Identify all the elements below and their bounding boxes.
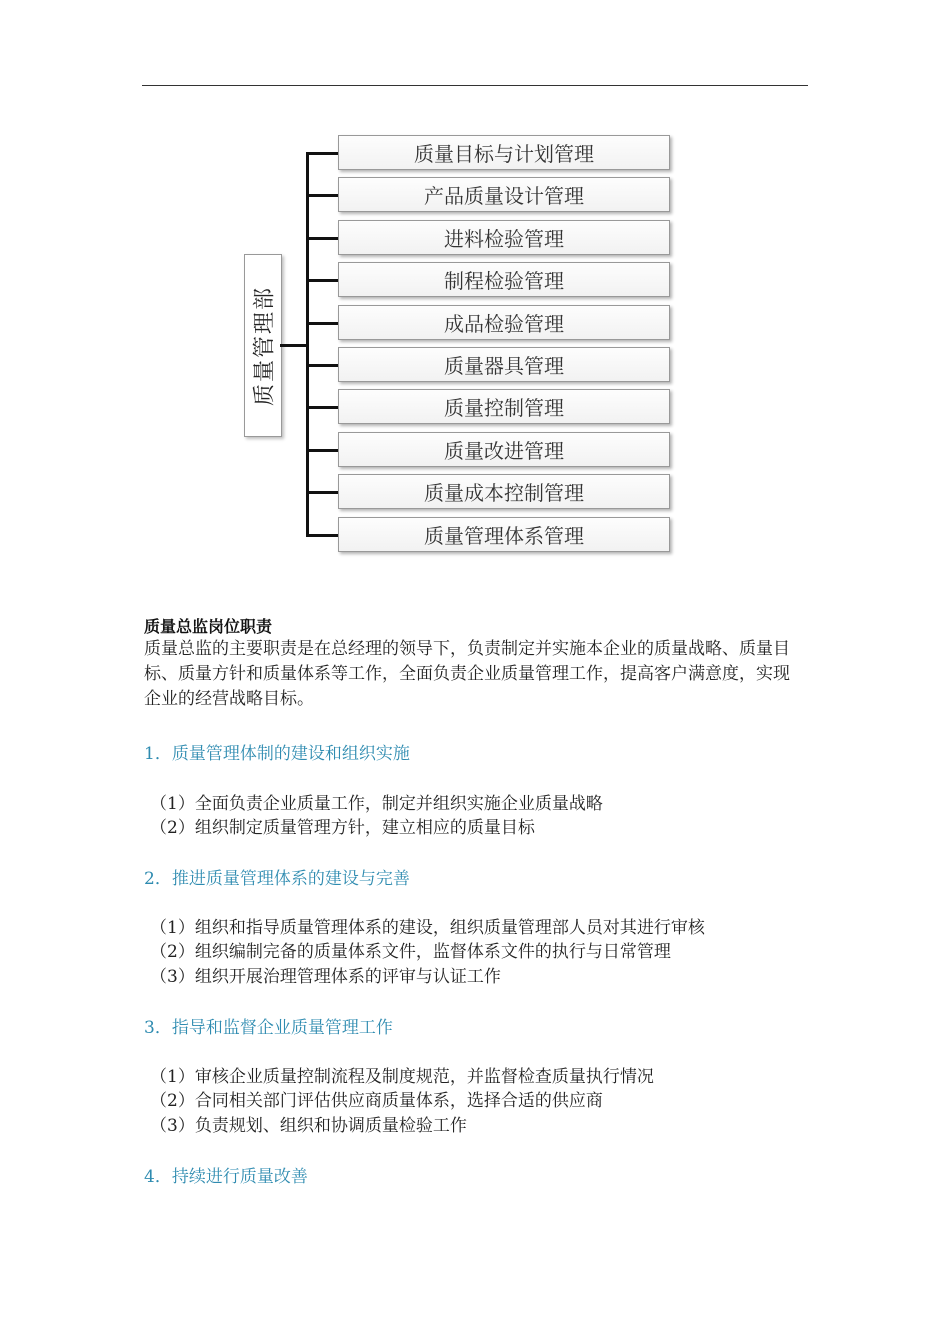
doc-title: 质量总监岗位职责 xyxy=(144,617,273,636)
org-child-box: 质量控制管理 xyxy=(338,389,670,424)
org-branch-line xyxy=(306,364,340,367)
org-branch-line xyxy=(306,491,340,494)
org-branch-line xyxy=(306,152,340,155)
org-child-box: 制程检验管理 xyxy=(338,262,670,297)
section-heading: 3．指导和监督企业质量管理工作 xyxy=(144,1018,393,1038)
org-root-label: 质量管理部 xyxy=(252,285,278,406)
list-item: （2）组织制定质量管理方针，建立相应的质量目标 xyxy=(150,818,535,838)
list-item: （1）审核企业质量控制流程及制度规范，并监督检查质量执行情况 xyxy=(150,1067,654,1087)
org-branch-line xyxy=(306,322,340,325)
org-branch-line xyxy=(306,449,340,452)
org-child-box: 质量器具管理 xyxy=(338,347,670,382)
org-connector-stem xyxy=(280,344,308,347)
list-item: （1）组织和指导质量管理体系的建设，组织质量管理部人员对其进行审核 xyxy=(150,918,705,938)
doc-intro: 质量总监的主要职责是在总经理的领导下，负责制定并实施本企业的质量战略、质量目标、质量方针和质量体系等工作，全面负责企业质量管理工作，提高客户满意度，实现企业的经营战略目标。 xyxy=(144,639,790,709)
org-branch-line xyxy=(306,406,340,409)
org-root-box xyxy=(244,254,282,437)
org-child-box: 质量改进管理 xyxy=(338,432,670,467)
list-item: （3）组织开展治理管理体系的评审与认证工作 xyxy=(150,967,501,987)
org-connector-spine xyxy=(306,152,309,536)
org-child-box: 成品检验管理 xyxy=(338,305,670,340)
org-branch-line xyxy=(306,534,340,537)
list-item: （2）合同相关部门评估供应商质量体系，选择合适的供应商 xyxy=(150,1091,603,1111)
section-heading: 1．质量管理体制的建设和组织实施 xyxy=(144,744,410,764)
org-branch-line xyxy=(306,194,340,197)
org-child-box: 产品质量设计管理 xyxy=(338,177,670,212)
section-heading: 2．推进质量管理体系的建设与完善 xyxy=(144,869,410,889)
org-branch-line xyxy=(306,279,340,282)
org-branch-line xyxy=(306,237,340,240)
list-item: （1）全面负责企业质量工作，制定并组织实施企业质量战略 xyxy=(150,794,603,814)
org-child-box: 质量管理体系管理 xyxy=(338,517,670,552)
org-chart xyxy=(0,0,950,560)
org-child-box: 进料检验管理 xyxy=(338,220,670,255)
org-child-box: 质量目标与计划管理 xyxy=(338,135,670,170)
list-item: （3）负责规划、组织和协调质量检验工作 xyxy=(150,1116,467,1136)
list-item: （2）组织编制完备的质量体系文件，监督体系文件的执行与日常管理 xyxy=(150,942,671,962)
section-heading: 4．持续进行质量改善 xyxy=(144,1167,308,1187)
org-child-box: 质量成本控制管理 xyxy=(338,474,670,509)
